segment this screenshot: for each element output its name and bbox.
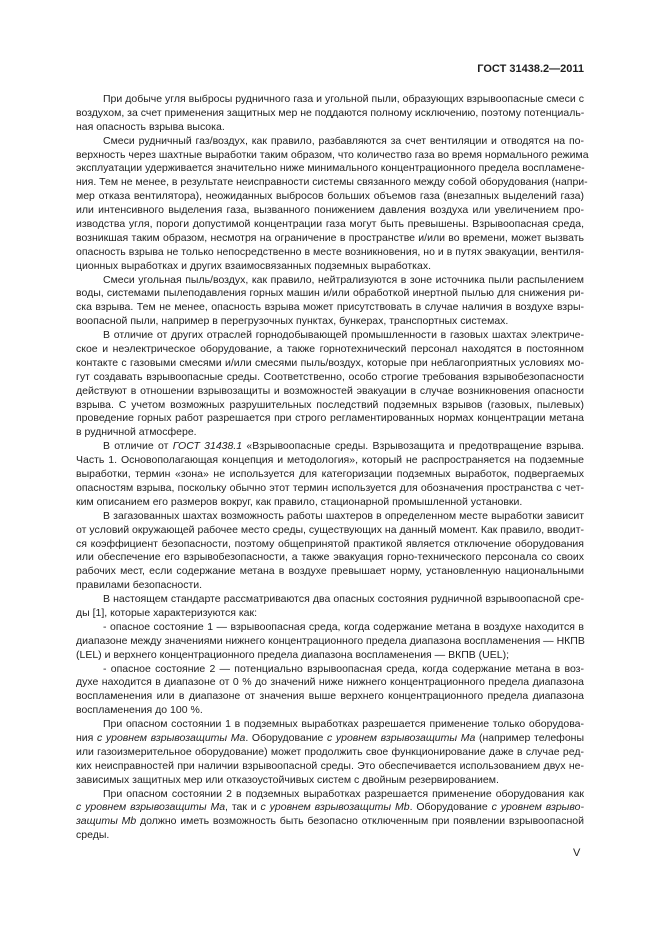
text-line: [76, 412, 584, 426]
text-segment: «Взрывоопасные среды. Взрывозащита и предотвращение взрыва.: [242, 440, 584, 453]
text-segment: ная опасность взрыва высока.: [76, 120, 225, 133]
text-segment: При опасном состоянии 2 в подземных выработках разрешается применение оборудования как: [103, 787, 584, 800]
text-line: [76, 357, 584, 371]
text-line: [76, 426, 584, 440]
text-segment: (LEL) и верхнего концентрационного предела диапазона воспламенения — ВКПВ (UEL);: [76, 648, 509, 661]
text-line: [76, 815, 584, 829]
text-segment: Смеси рудничный газ/воздух, как правило, разбавляются за счет вентиляции и отводятся на по-: [103, 134, 584, 147]
text-line: [76, 301, 584, 315]
text-segment: В отличие от других отраслей горнодобывающей промышленности в газовых шахтах электриче-: [103, 329, 584, 342]
text-segment: ких неисправностей при наличии взрывоопасной среды. Это обеспечивается использованием двух не-: [76, 759, 584, 772]
text-segment: диапазоне между значениями нижнего концентрационного предела диапазона воспламенения — НКПВ: [76, 634, 585, 647]
text-segment: - опасное состояние 2 — потенциально взрывоопасная среда, когда содержание метана в воз-: [103, 662, 584, 675]
text-line: [76, 246, 584, 260]
text-line: [76, 148, 589, 163]
italic-text: с уровнем взрывозащиты Ma: [326, 731, 476, 744]
paragraph: [76, 593, 584, 621]
text-line: [76, 260, 584, 274]
document-body: [76, 93, 589, 843]
italic-text: ГОСТ 31438.1: [172, 440, 243, 453]
text-line: [76, 385, 584, 399]
text-segment: ское и неэлектрическое оборудование, а также горнотехнический персонал находятся в постоянном: [76, 343, 584, 356]
text-segment: изводства угля, пороги допустимой концентрации газа могут быть превышены. Взрывоопасная среда,: [76, 218, 584, 231]
text-segment: При опасном состоянии 1 в подземных выработках разрешается применение только оборудова-: [103, 718, 584, 731]
text-line: [76, 315, 584, 329]
text-segment: выработки, термин «зона» не используется для категоризации подземных выработок, подвергаемых: [76, 468, 584, 481]
text-segment: - опасное состояние 1 — взрывоопасная среда, когда содержание метана в воздухе находится в: [103, 620, 584, 633]
text-segment: воспламенения до 100 %.: [76, 704, 203, 717]
paragraph: [76, 663, 584, 719]
text-segment: проведение горных работ разрешается при строго регламентированных нормах концентрации метана: [76, 412, 584, 425]
text-line: [76, 468, 584, 482]
text-line: [76, 676, 584, 690]
text-segment: правилами безопасности.: [76, 579, 203, 592]
text-segment: ким описанием его размеров вокруг, как правило, стационарной промышленной установки.: [76, 495, 523, 508]
text-line: [76, 607, 584, 621]
text-segment: ся коэффициент безопасности, поэтому общепринятой практикой является отключение оборудования: [76, 537, 584, 550]
text-segment: контакте с газовыми смесями и/или смесями пыль/воздух, которые при неблагоприятных условиях мо-: [76, 356, 584, 369]
text-line: [76, 287, 584, 301]
text-line: [76, 93, 584, 107]
text-segment: эксплуатации удерживается значительно ниже минимального концентрационного предела воспламене-: [76, 162, 585, 175]
text-line: [76, 454, 584, 468]
text-segment: В отличие от: [103, 440, 173, 453]
text-line: [76, 829, 584, 843]
paragraph: [76, 329, 584, 440]
text-segment: или газоизмерительное оборудование) может продолжить свое функционирование даже в случае ред-: [76, 745, 584, 758]
text-line: [76, 482, 584, 496]
text-segment: среды.: [76, 829, 110, 842]
italic-text: с уровнем взрыво-: [491, 801, 584, 814]
text-segment: В настоящем стандарте рассматриваются два опасных состояния рудничной взрывоопасной сре-: [103, 593, 584, 606]
text-segment: . Оборудование: [245, 731, 327, 744]
text-line: [76, 565, 584, 579]
text-line: [76, 524, 584, 538]
text-segment: , так и: [225, 801, 261, 814]
text-line: [76, 704, 584, 718]
text-segment: рабочих мест, если содержание метана в воздухе превышает норму, установленную национальными: [76, 565, 584, 578]
page-number: V: [573, 847, 581, 859]
document-header: ГОСТ 31438.2—2011: [477, 63, 584, 75]
paragraph: [76, 510, 584, 593]
text-segment: ды [1], которые характеризуются как:: [76, 606, 258, 619]
text-line: [76, 760, 584, 774]
text-line: [76, 746, 584, 760]
paragraph: [76, 440, 584, 509]
text-segment: зависимых защитных мер или отказоустойчивых систем с двойным резервированием.: [76, 773, 499, 786]
text-line: [76, 218, 584, 232]
text-line: [76, 593, 584, 607]
text-line: [76, 440, 584, 454]
text-line: [76, 649, 584, 663]
text-segment: в рудничной атмосфере.: [76, 426, 197, 439]
text-line: [76, 801, 584, 815]
text-line: [76, 121, 584, 135]
text-line: [76, 232, 584, 246]
text-segment: должно иметь возможность быть безопасно отключенным при появлении взрывоопасной: [136, 815, 584, 828]
paragraph: [76, 788, 584, 844]
text-line: [76, 621, 584, 635]
text-line: [76, 176, 588, 190]
italic-text: с уровнем взрывозащиты Ma: [76, 801, 226, 814]
text-segment: действуют в отношении взрывозащиты и возможностей эвакуации в случае возникновения опасности: [76, 384, 584, 397]
text-line: [76, 788, 584, 802]
text-line: [76, 551, 584, 565]
text-segment: или обеспечение его взрывобезопасности, а также эвакуация горно-технического персонала со своих: [76, 551, 584, 564]
text-segment: Часть 1. Основополагающая концепция и методология», который не распространяется на подземные: [76, 454, 584, 467]
paragraph: [76, 718, 584, 787]
text-line: [76, 579, 584, 593]
text-line: [76, 274, 584, 288]
text-line: [76, 635, 584, 649]
text-segment: гут создавать взрывоопасные среды. Соответственно, особо строгие требования взрывобезопасности: [76, 370, 584, 383]
text-segment: В загазованных шахтах возможность работы шахтеров в определенном месте выработки зависит: [103, 509, 584, 522]
text-segment: опасностям взрыва, поскольку обычно этот термин используется для обозначения пространства с чет-: [76, 481, 584, 494]
text-segment: возникшая таким образом, несмотря на ограничение в пространстве и/или во времени, может вызвать: [76, 231, 584, 244]
text-line: [76, 329, 584, 343]
text-segment: воды, системами пылеподавления горных машин и/или обработкой инертной пылью для снижения ри-: [76, 287, 584, 300]
text-line: [76, 690, 584, 704]
text-line: [76, 663, 584, 677]
italic-text: защиты Mb: [76, 815, 137, 828]
text-line: [76, 162, 584, 176]
text-segment: ска взрыва. Тем не менее, опасность взрыва может присутствовать в случае наличия в воздухе взры-: [76, 301, 584, 314]
text-line: [76, 135, 584, 149]
text-segment: воспламенения или в диапазоне от значения выше верхнего концентрационного предела диапазона: [76, 690, 584, 703]
text-segment: верхность через шахтные выработки таким образом, что количество газа во время нормального режима: [76, 148, 589, 161]
text-line: [76, 774, 584, 788]
text-segment: Смеси угольная пыль/воздух, как правило, нейтрализуются в зоне источника пыли распылением: [103, 273, 584, 286]
text-segment: духе находится в диапазоне от 0 % до значений ниже нижнего концентрационного предела диапазона: [76, 676, 584, 689]
text-segment: воопасной пыли, например в перегрузочных пунктах, бункерах, транспортных системах.: [76, 315, 509, 328]
text-segment: (например телефоны: [475, 731, 585, 744]
text-segment: ционных выработках и других взаимосвязанных подземных выработках.: [76, 259, 431, 272]
text-segment: мер отказа вентилятора), неожиданных выбросов больших объемов газа (внезапных выделений газа): [76, 190, 584, 203]
paragraph: [76, 93, 584, 135]
text-line: [76, 107, 584, 121]
text-line: [76, 732, 584, 746]
text-line: [76, 538, 584, 552]
text-segment: воздухом, за счет применения защитных мер не поддаются полному исключению, поэтому потенциаль-: [76, 106, 585, 119]
paragraph: [76, 134, 589, 274]
text-segment: опасность взрыва не только непосредственно в месте возникновения, но и в путях эвакуации, вентиля-: [76, 245, 584, 258]
paragraph: [76, 274, 584, 330]
text-line: [76, 371, 584, 385]
text-line: [76, 399, 584, 413]
text-segment: взрыва. С учетом возможных разрушительных последствий подземных взрывов (газовых, пылевых): [76, 398, 584, 411]
text-segment: или интенсивного выделения газа, вызванного понижением давления воздуха или увеличением про-: [76, 204, 584, 217]
text-segment: . Оборудование: [409, 801, 492, 814]
text-line: [76, 718, 584, 732]
text-line: [76, 510, 584, 524]
text-line: [76, 343, 584, 357]
text-segment: ния: [76, 731, 97, 744]
italic-text: с уровнем взрывозащиты Ma: [96, 731, 246, 744]
text-line: [76, 496, 584, 510]
text-segment: ния. Тем не менее, в результате неисправности системы связанного между собой оборудования (напри-: [76, 176, 588, 189]
paragraph: [76, 621, 584, 663]
text-segment: от условий окружающей рабочее место среды, существующих на данный момент. Как правило, вводит-: [76, 523, 584, 536]
text-line: [76, 190, 584, 204]
text-segment: При добыче угля выбросы рудничного газа и угольной пыли, образующих взрывоопасные смеси с: [103, 93, 584, 105]
text-line: [76, 204, 584, 218]
italic-text: с уровнем взрывозащиты Mb: [260, 801, 410, 814]
